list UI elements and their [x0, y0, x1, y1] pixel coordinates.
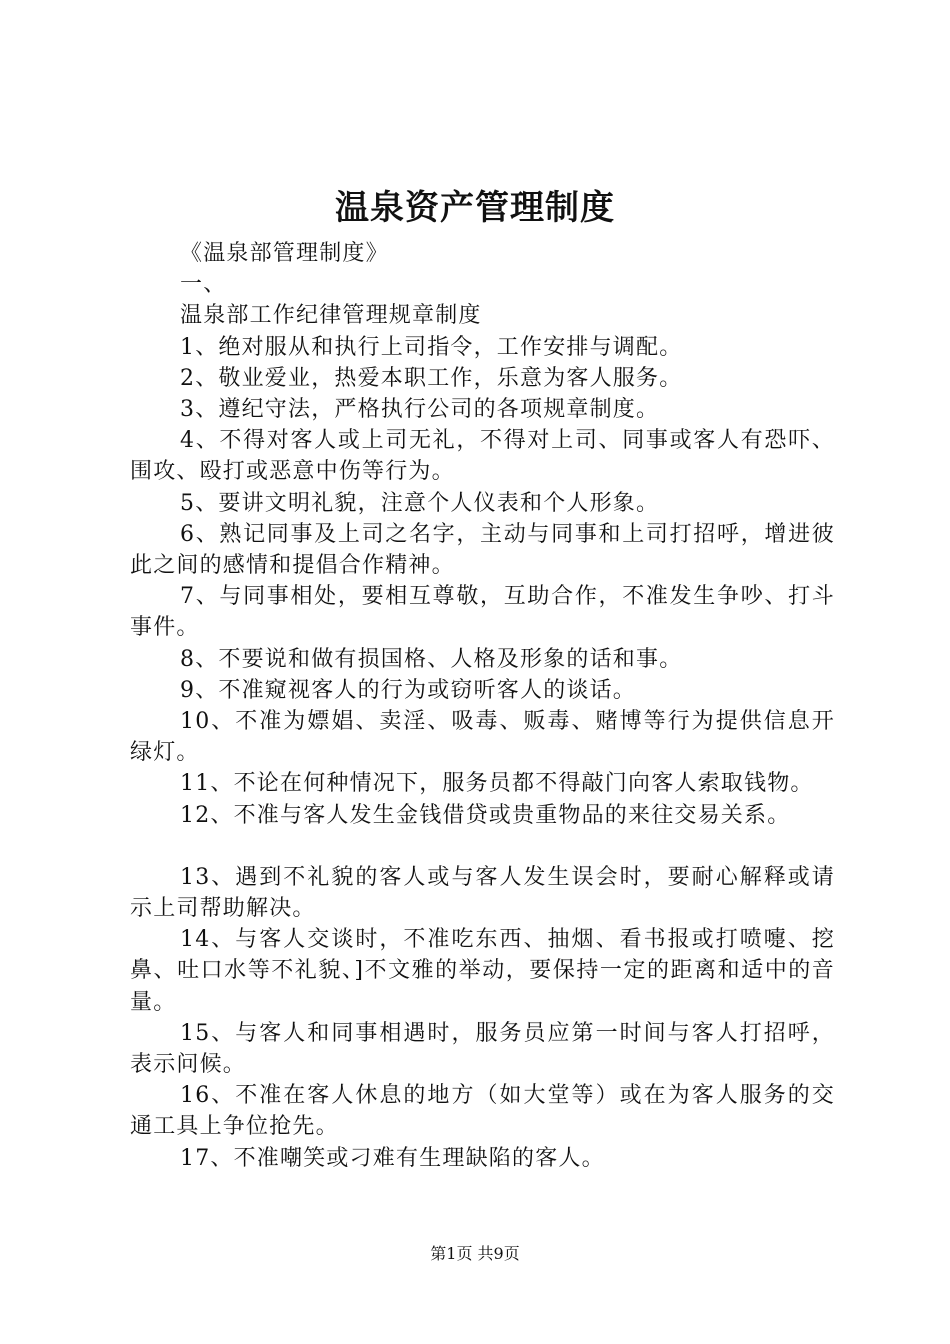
- rule-item-7: 7、与同事相处，要相互尊敬，互助合作，不准发生争吵、打斗事件。: [130, 584, 835, 641]
- rule-item-5: 5、要讲文明礼貌，注意个人仪表和个人形象。: [180, 490, 660, 516]
- rule-item-16: 16、不准在客人休息的地方（如大堂等）或在为客人服务的交通工具上争位抢先。: [130, 1083, 835, 1140]
- rule-item-6: 6、熟记同事及上司之名字，主动与同事和上司打招呼，增进彼此之间的感情和提倡合作精神。: [130, 521, 835, 579]
- rule-item-3: 3、遵纪守法，严格执行公司的各项规章制度。: [180, 397, 660, 423]
- rule-item-4: 4、不得对客人或上司无礼，不得对上司、同事或客人有恐吓、围攻、殴打或恶意中伤等行为。: [130, 428, 835, 485]
- rule-item-8: 8、不要说和做有损国格、人格及形象的话和事。: [180, 646, 683, 672]
- rule-item-14: 14、与客人交谈时，不准吃东西、抽烟、看书报或打喷嚏、挖鼻、吐口水等不礼貌、]不文雅的举动，要保持一定的距离和适中的音量。: [130, 927, 835, 1015]
- rule-item-17: 17、不准嘲笑或刁难有生理缺陷的客人。: [180, 1145, 605, 1171]
- section-number: 一、: [180, 272, 227, 298]
- rule-item-11: 11、不论在何种情况下，服务员都不得敲门向客人索取钱物。: [180, 771, 814, 797]
- page-footer: 第1页 共9页: [430, 1244, 520, 1263]
- rule-item-1: 1、绝对服从和执行上司指令，工作安排与调配。: [180, 334, 683, 360]
- rule-item-9: 9、不准窥视客人的行为或窃听客人的谈话。: [180, 677, 636, 703]
- rule-item-15: 15、与客人和同事相遇时，服务员应第一时间与客人打招呼，表示问候。: [130, 1020, 835, 1078]
- document-subtitle: 《温泉部管理制度》: [180, 241, 389, 266]
- rule-item-10: 10、不准为嫖娼、卖淫、吸毒、贩毒、赌博等行为提供信息开绿灯。: [130, 709, 835, 766]
- paragraph-spacer: [130, 831, 835, 862]
- section-heading: 温泉部工作纪律管理规章制度: [180, 303, 482, 329]
- rule-item-13: 13、遇到不礼貌的客人或与客人发生误会时，要耐心解释或请示上司帮助解决。: [130, 864, 835, 922]
- rule-item-12: 12、不准与客人发生金钱借贷或贵重物品的来往交易关系。: [180, 802, 791, 828]
- page-title: 温泉资产管理制度: [335, 188, 615, 228]
- rule-item-2: 2、敬业爱业，热爱本职工作，乐意为客人服务。: [180, 365, 683, 391]
- document-body: [130, 238, 835, 1174]
